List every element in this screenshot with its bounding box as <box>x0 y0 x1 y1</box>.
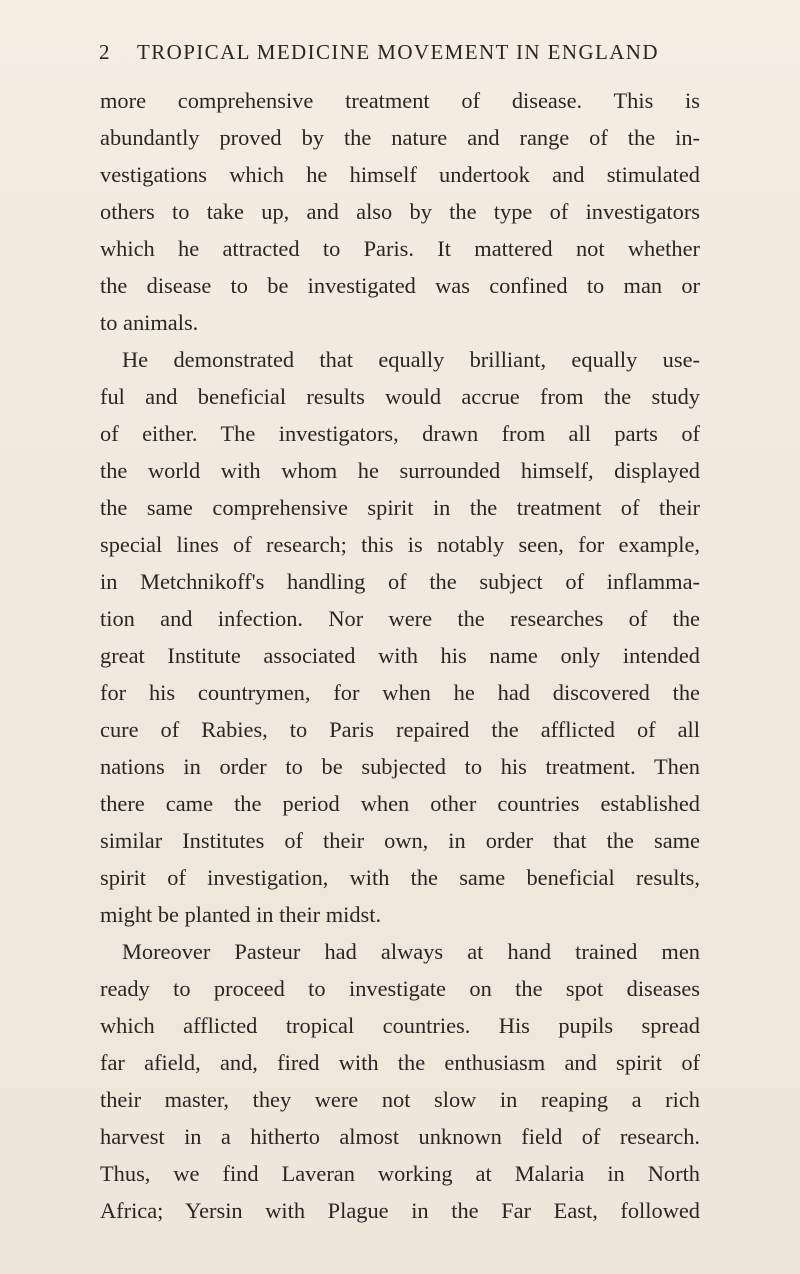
text-line: others to take up, and also by the type of investigators <box>100 199 700 224</box>
text-line: abundantly proved by the nature and range of the in- <box>100 125 700 150</box>
text-line: Thus, we find Laveran working at Malaria in North <box>100 1161 700 1186</box>
text-line: vestigations which he himself undertook and stimulated <box>100 162 700 187</box>
text-line: cure of Rabies, to Paris repaired the afflicted of all <box>100 717 700 742</box>
text-line: which afflicted tropical countries. His pupils spread <box>100 1013 700 1038</box>
text-line: more comprehensive treatment of disease. This is <box>100 88 700 113</box>
text-line: the same comprehensive spirit in the treatment of their <box>100 495 700 520</box>
text-line: Africa; Yersin with Plague in the Far East, followed <box>100 1198 700 1223</box>
text-line: He demonstrated that equally brilliant, equally use- <box>122 347 700 372</box>
text-line: which he attracted to Paris. It mattered not whether <box>100 236 700 261</box>
page-number: 2 <box>99 40 111 64</box>
body-text <box>100 82 700 1229</box>
text-line: to animals. <box>100 310 199 335</box>
text-line: tion and infection. Nor were the researches of the <box>100 606 700 631</box>
text-line: there came the period when other countries established <box>100 791 700 816</box>
text-line: nations in order to be subjected to his treatment. Then <box>100 754 700 779</box>
text-line: their master, they were not slow in reaping a rich <box>100 1087 700 1112</box>
text-line: Moreover Pasteur had always at hand trained men <box>122 939 700 964</box>
text-line: of either. The investigators, drawn from all parts of <box>100 421 700 446</box>
text-line: ful and beneficial results would accrue from the study <box>100 384 700 409</box>
running-title: TROPICAL MEDICINE MOVEMENT IN ENGLAND <box>137 40 659 64</box>
text-line: great Institute associated with his name only intended <box>100 643 700 668</box>
text-line: the disease to be investigated was confined to man or <box>100 273 700 298</box>
text-line: for his countrymen, for when he had discovered the <box>100 680 700 705</box>
text-line: harvest in a hitherto almost unknown field of research. <box>100 1124 700 1149</box>
text-line: ready to proceed to investigate on the spot diseases <box>100 976 700 1001</box>
text-line: similar Institutes of their own, in order that the same <box>100 828 700 853</box>
text-line: the world with whom he surrounded himself, displayed <box>100 458 700 483</box>
text-line: special lines of research; this is notably seen, for example, <box>100 532 700 557</box>
text-line: might be planted in their midst. <box>100 902 382 927</box>
running-header <box>99 40 739 74</box>
text-line: in Metchnikoff's handling of the subject of inflamma- <box>100 569 700 594</box>
text-line: far afield, and, fired with the enthusiasm and spirit of <box>100 1050 700 1075</box>
text-line: spirit of investigation, with the same beneficial results, <box>100 865 700 890</box>
